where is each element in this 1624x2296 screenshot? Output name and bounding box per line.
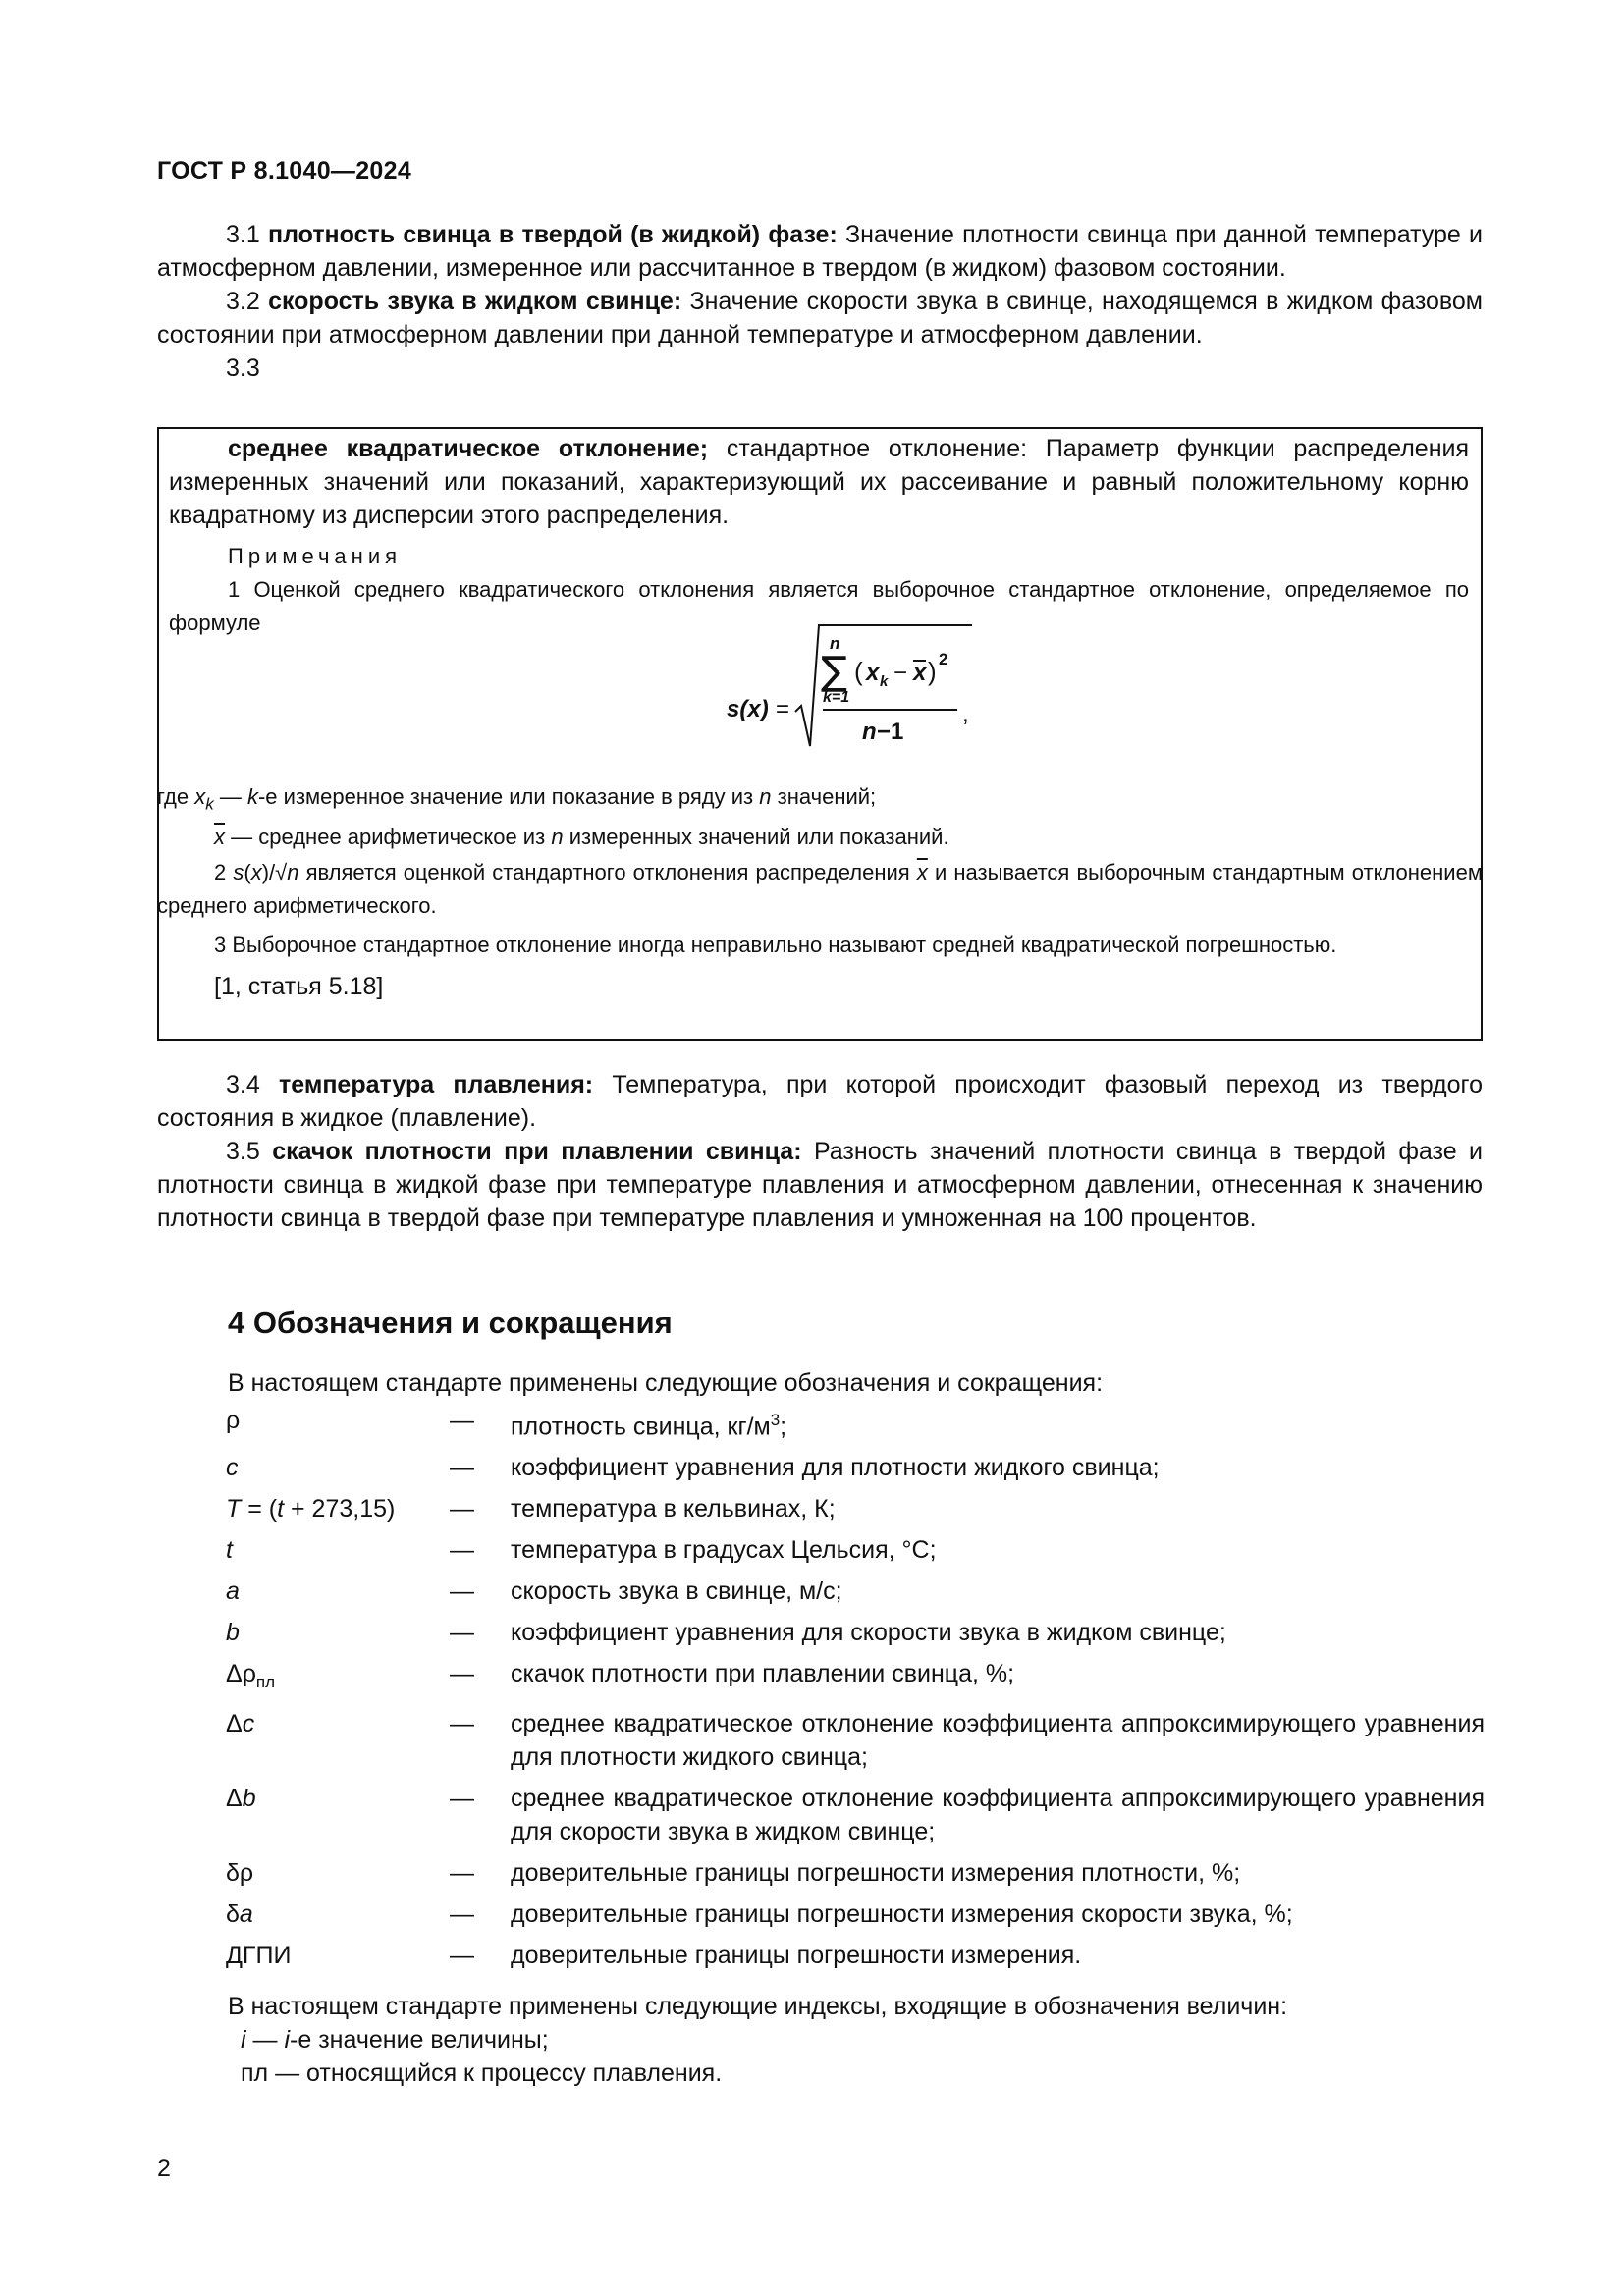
symbol-definition: среднее квадратическое отклонение коэффициента аппроксимирующего уравнения для плотности жидкого свинца; bbox=[511, 1710, 1485, 1772]
dash: — bbox=[450, 1660, 474, 1688]
symbol-definition: доверительные границы погрешности измерения скорости звука, %; bbox=[511, 1900, 1293, 1929]
svg-text:n: n bbox=[830, 634, 840, 653]
symbol-definition: доверительные границы погрешности измерения плотности, %; bbox=[511, 1859, 1241, 1888]
definition-3-4: 3.4 температура плавления: Температура, при которой происходит фазовый переход из твердого состояния в жидкое (плавление). bbox=[157, 1071, 1484, 1132]
definition-3-3-number: 3.3 bbox=[226, 354, 260, 382]
symbol-row bbox=[226, 1939, 1485, 1980]
symbol-row bbox=[226, 1657, 1485, 1707]
symbol-row bbox=[226, 1782, 1485, 1856]
index-i: i — i-е значение величины; bbox=[241, 2026, 549, 2054]
dash: — bbox=[450, 1577, 474, 1606]
symbol: c bbox=[226, 1454, 239, 1482]
svg-text:−1: −1 bbox=[877, 719, 904, 745]
symbol-row bbox=[226, 1492, 1485, 1533]
symbol-row bbox=[226, 1575, 1485, 1616]
symbol-definition: коэффициент уравнения для плотности жидкого свинца; bbox=[511, 1454, 1160, 1482]
symbol-definition: плотность свинца, $кг/м^3$; bbox=[511, 1411, 787, 1441]
dash: — bbox=[450, 1710, 474, 1738]
index-pl: пл — относящийся к процессу плавления. bbox=[241, 2059, 723, 2087]
symbol-definition: скачок плотности при плавлении свинца, %; bbox=[511, 1660, 1015, 1688]
source-reference: [1, статья 5.18] bbox=[214, 973, 384, 1001]
symbol-definition: коэффициент уравнения для скорости звука в жидком свинце; bbox=[511, 1619, 1226, 1647]
page-number: 2 bbox=[157, 2155, 171, 2182]
dash: — bbox=[450, 1495, 474, 1523]
svg-text:(: ( bbox=[854, 657, 863, 686]
indices-intro: В настоящем стандарте применены следующие индексы, входящие в обозначения величин: bbox=[228, 1993, 1288, 2020]
symbol-row bbox=[226, 1897, 1485, 1939]
svg-text:k=1: k=1 bbox=[823, 689, 850, 706]
definitions-block-top bbox=[157, 218, 1483, 385]
dash: — bbox=[450, 1942, 474, 1970]
symbol-definition: скорость звука в свинце, м/с; bbox=[511, 1577, 842, 1606]
svg-text:,: , bbox=[962, 701, 969, 727]
symbol-row bbox=[226, 1707, 1485, 1782]
symbol-row bbox=[226, 1533, 1485, 1575]
svg-text:x: x bbox=[913, 660, 927, 686]
symbol: Δb bbox=[226, 1785, 256, 1813]
svg-text:n: n bbox=[862, 719, 877, 745]
svg-text:x: x bbox=[866, 660, 880, 686]
section-4-intro: В настоящем стандарте применены следующие обозначения и сокращения: bbox=[228, 1369, 1104, 1397]
symbol-row bbox=[226, 1616, 1485, 1657]
svg-text:2: 2 bbox=[939, 650, 948, 668]
frame-notes-continued bbox=[157, 780, 1483, 1003]
definition-3-1: 3.1 плотность свинца в твердой (в жидкой) фазе: Значение плотности свинца при данной температуре и атмосферном давлении, измеренное или рассчитанное в твердом (в жидком) фазовом состоянии. bbox=[157, 221, 1484, 282]
dash: — bbox=[450, 1619, 474, 1647]
symbol: T = (t + 273,15) bbox=[226, 1495, 396, 1523]
symbol: $\Delta\rho_{пл}$ bbox=[226, 1660, 276, 1692]
symbol: Δc bbox=[226, 1710, 255, 1738]
symbol: ρ bbox=[226, 1407, 241, 1434]
dash: — bbox=[450, 1536, 474, 1565]
symbol: a bbox=[226, 1577, 240, 1606]
std-deviation-formula bbox=[717, 623, 982, 751]
document-header: ГОСТ Р 8.1040—2024 bbox=[157, 157, 412, 185]
symbol-definition: среднее квадратическое отклонение коэффициента аппроксимирующего уравнения для скорости звука в жидком свинце; bbox=[511, 1785, 1485, 1846]
notes-title: Примечания bbox=[228, 544, 403, 568]
symbols-table bbox=[226, 1404, 1485, 1980]
symbol-row bbox=[226, 1404, 1485, 1451]
dash: — bbox=[450, 1785, 474, 1813]
definition-3-2: 3.2 скорость звука в жидком свинце: Значение скорости звука в свинце, находящемся в жидком фазовом состоянии при атмосферном давлении при данной температуре и атмосферном давлении. bbox=[157, 288, 1483, 348]
dash: — bbox=[450, 1407, 474, 1434]
dash: — bbox=[450, 1900, 474, 1929]
symbol-row bbox=[226, 1856, 1485, 1897]
svg-text:∑: ∑ bbox=[821, 649, 847, 694]
symbol: t bbox=[226, 1536, 233, 1565]
dash: — bbox=[450, 1859, 474, 1888]
where-line: где $x_k$ — k-е измеренное значение или показание в ряду из n значений; bbox=[157, 784, 877, 814]
svg-text:=: = bbox=[776, 696, 790, 722]
symbol-definition: доверительные границы погрешности измерения. bbox=[511, 1942, 1082, 1970]
section-4-title: 4 Обозначения и сокращения bbox=[228, 1306, 673, 1340]
definition-3-5: 3.5 скачок плотности при плавлении свинца: Разность значений плотности свинца в твердой фазе и плотности свинца в жидкой фазе при температуре плавления и атмосферном давлении, отнесенная к значению плотности свинца в твердой фазе при температуре плавления и умноженная на 100 процентов. bbox=[157, 1138, 1483, 1232]
xbar-line: $\overline{x}$ — среднее арифметическое из n измеренных значений или показаний. bbox=[214, 825, 949, 850]
note-1: 1 Оценкой среднего квадратического отклонения является выборочное стандартное отклонение, определяемое по формуле bbox=[169, 577, 1469, 635]
symbol-definition: температура в градусах Цельсия, °С; bbox=[511, 1536, 937, 1565]
symbol-definition: температура в кельвинах, К; bbox=[511, 1495, 836, 1523]
definitions-block-bottom bbox=[157, 1068, 1483, 1235]
svg-text:k: k bbox=[880, 673, 889, 690]
svg-text:s(x): s(x) bbox=[727, 696, 769, 722]
symbol: b bbox=[226, 1619, 240, 1647]
symbol-row bbox=[226, 1451, 1485, 1492]
svg-text:): ) bbox=[928, 657, 937, 686]
dash: — bbox=[450, 1454, 474, 1482]
symbol: δa bbox=[226, 1900, 253, 1929]
symbol: δρ bbox=[226, 1859, 254, 1888]
note-3: 3 Выборочное стандартное отклонение иногда неправильно называют средней квадратической погрешностью. bbox=[214, 933, 1337, 958]
symbol: ДГПИ bbox=[226, 1942, 292, 1970]
svg-text:−: − bbox=[893, 660, 908, 686]
frame-definition: среднее квадратическое отклонение; стандартное отклонение: Параметр функции распределения измеренных значений или показаний, характеризующий их рассеивание и равный положительному корню квадратному из дисперсии этого распределения. bbox=[169, 435, 1469, 529]
note-2: 2 s(x)/√n является оценкой стандартного отклонения распределения $\overline{x}$ и называется выборочным стандартным отклонением среднего арифметического. bbox=[157, 860, 1483, 919]
